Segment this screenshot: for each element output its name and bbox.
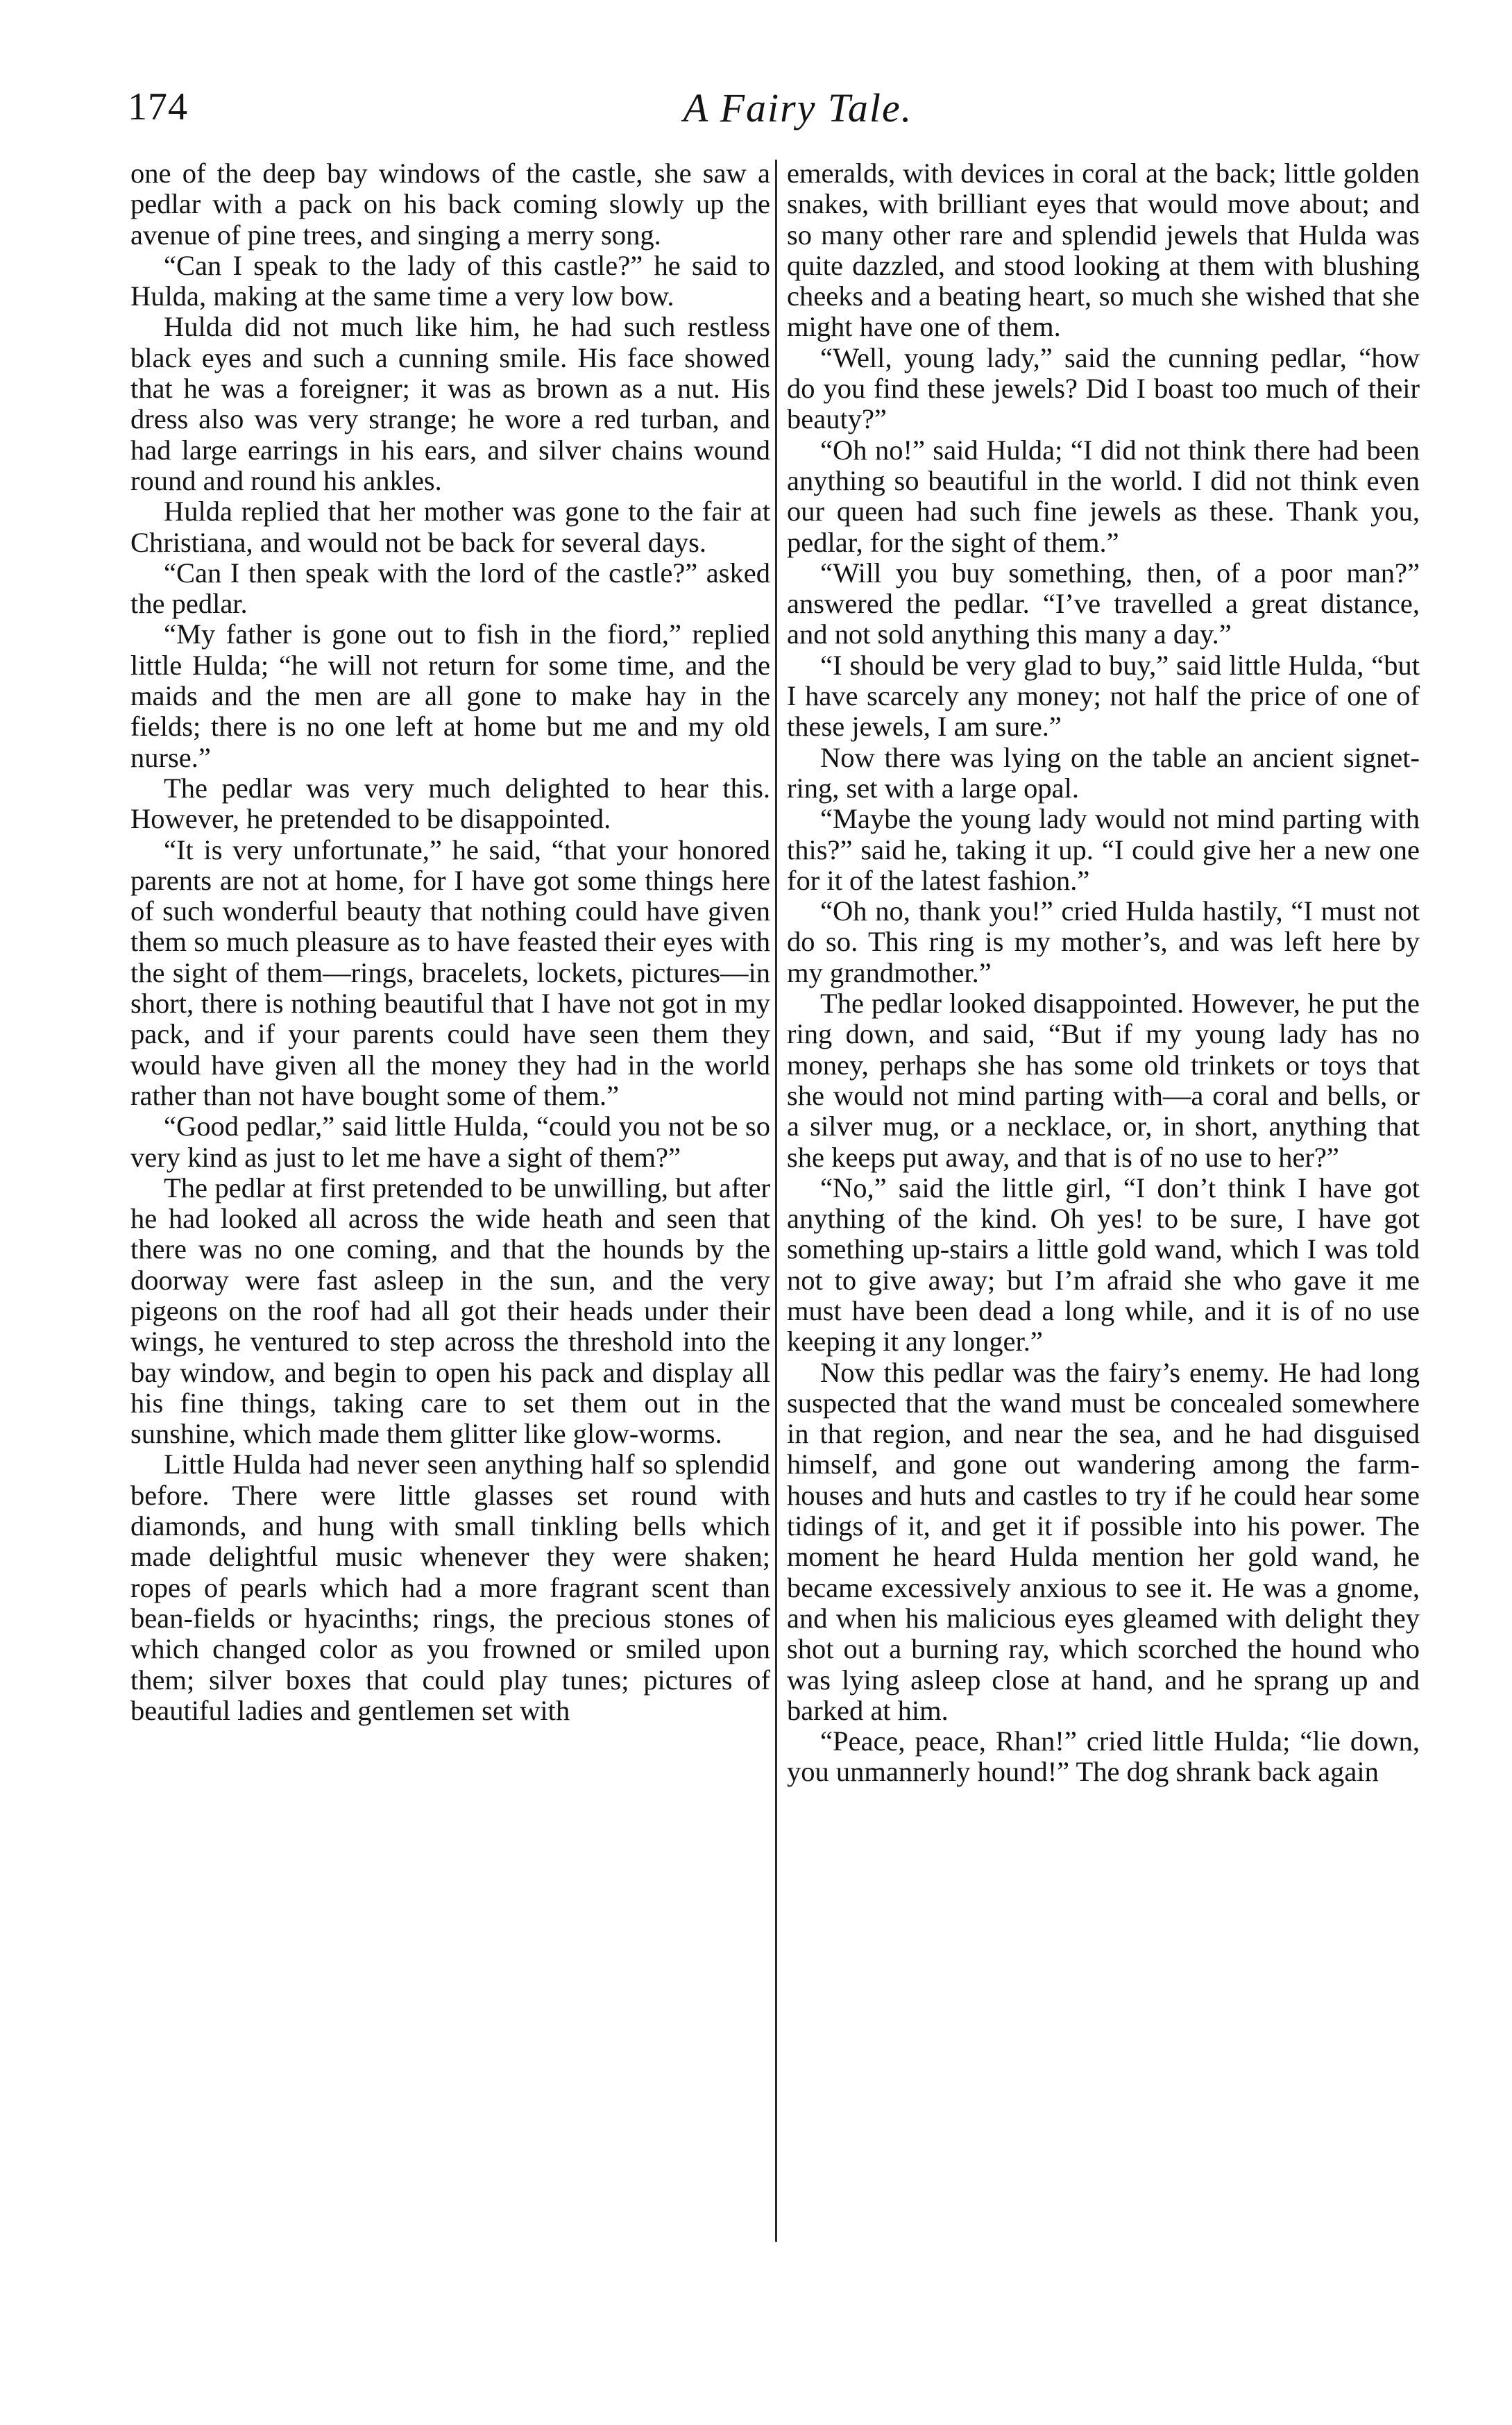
paragraph: “Can I speak to the lady of this castle?” he said to Hulda, making at the same time a very low bow. <box>130 249 770 312</box>
paragraph: emeralds, with devices in coral at the back; little golden snakes, with brilliant eyes that would move about; and so many other rare and splendid jewels that Hulda was quite dazzled, and stood looking at them with blushing cheeks and a beating heart, so much she wished that she might have one of them. <box>787 158 1420 343</box>
paragraph: “Peace, peace, Rhan!” cried little Hulda; “lie down, you unmannerly hound!” The dog shrank back again <box>787 1725 1420 1788</box>
paragraph: Little Hulda had never seen anything half so splendid before. There were little glasses set round with diamonds, and hung with small tinkling bells which made delightful music whenever they were shaken; ropes of pearls which had a more fragrant scent than bean-fields or hyacinths; rings, the precious stones of which changed color as you frowned or smiled upon them; silver boxes that could play tunes; pictures of beautiful ladies and gentlemen set with <box>130 1448 770 1726</box>
paragraph: “Maybe the young lady would not mind parting with this?” said he, taking it up. “I could give her a new one for it of the latest fashion.” <box>787 803 1420 896</box>
paragraph: The pedlar at first pretended to be unwilling, but after he had looked all across the wide heath and seen that there was no one coming, and that the hounds by the doorway were fast asleep in the sun, and the very pigeons on the roof had all got their heads under their wings, he ventured to step across the threshold into the bay window, and begin to open his pack and display all his fine things, taking care to set them out in the sunshine, which made them glitter like glow-worms. <box>130 1172 770 1450</box>
paragraph: Hulda did not much like him, he had such restless black eyes and such a cunning smile. His face showed that he was a foreigner; it was as brown as a nut. His dress also was very strange; he wore a red turban, and had large earrings in his ears, and silver chains wound round and round his ankles. <box>130 311 770 496</box>
paragraph: one of the deep bay windows of the castle, she saw a pedlar with a pack on his back coming slowly up the avenue of pine trees, and singing a merry song. <box>130 158 770 251</box>
running-title: A Fairy Tale. <box>683 85 913 130</box>
paragraph: Now there was lying on the table an ancient signet-ring, set with a large opal. <box>787 741 1420 804</box>
paragraph: The pedlar was very much delighted to hear this. However, he pretended to be disappointed. <box>130 772 770 835</box>
paragraph: “Oh no!” said Hulda; “I did not think there had been anything so beautiful in the world. I did not think even our queen had such fine jewels as these. Thank you, pedlar, for the sight of them.” <box>787 434 1420 558</box>
right-column <box>787 158 1420 1788</box>
paragraph: “Can I then speak with the lord of the castle?” asked the pedlar. <box>130 557 770 620</box>
paragraph: “It is very unfortunate,” he said, “that your honored parents are not at home, for I have got some things here of such wonderful beauty that nothing could have given them so much pleasure as to have feasted their eyes with the sight of them—rings, bracelets, lockets, pictures—in short, there is nothing beautiful that I have not got in my pack, and if your parents could have seen them they would have given all the money they had in the world rather than not have bought some of them.” <box>130 834 770 1111</box>
paragraph: “I should be very glad to buy,” said little Hulda, “but I have scarcely any money; not half the price of one of these jewels, I am sure.” <box>787 649 1420 743</box>
paragraph: “Will you buy something, then, of a poor man?” answered the pedlar. “I’ve travelled a great distance, and not sold anything this many a day.” <box>787 557 1420 650</box>
left-column <box>130 158 770 1726</box>
paragraph: “Good pedlar,” said little Hulda, “could you not be so very kind as just to let me have a sight of them?” <box>130 1110 770 1173</box>
paragraph: Hulda replied that her mother was gone to the fair at Christiana, and would not be back for several days. <box>130 496 770 558</box>
paragraph: Now this pedlar was the fairy’s enemy. He had long suspected that the wand must be concealed somewhere in that region, and near the sea, and he had disguised himself, and gone out wandering among the farm-houses and huts and castles to try if he could hear some tidings of it, and get it if possible into his power. The moment he heard Hulda mention her gold wand, he became excessively anxious to see it. He was a gnome, and when his malicious eyes gleamed with delight they shot out a burning ray, which scorched the hound who was lying asleep close at hand, and he sprang up and barked at him. <box>787 1356 1420 1726</box>
paragraph: The pedlar looked disappointed. However, he put the ring down, and said, “But if my young lady has no money, perhaps she has some old trinkets or toys that she would not mind parting with—a coral and bells, or a silver mug, or a necklace, or, in short, anything that she keeps put away, and that is of no use to her?” <box>787 988 1420 1173</box>
paragraph: “Oh no, thank you!” cried Hulda hastily, “I must not do so. This ring is my mother’s, and was left here by my grandmother.” <box>787 895 1420 988</box>
paragraph: “Well, young lady,” said the cunning pedlar, “how do you find these jewels? Did I boast too much of their beauty?” <box>787 341 1420 435</box>
paragraph: “My father is gone out to fish in the fiord,” replied little Hulda; “he will not return for some time, and the maids and the men are all gone to make hay in the fields; there is no one left at home but me and my old nurse.” <box>130 618 770 773</box>
column-divider <box>775 160 777 2242</box>
paragraph: “No,” said the little girl, “I don’t think I have got anything of the kind. Oh yes! to be sure, I have got something up-stairs a little gold wand, which I was told not to give away; but I’m afraid she who gave it me must have been dead a long while, and it is of no use keeping it any longer.” <box>787 1172 1420 1358</box>
page-number: 174 <box>128 85 188 128</box>
